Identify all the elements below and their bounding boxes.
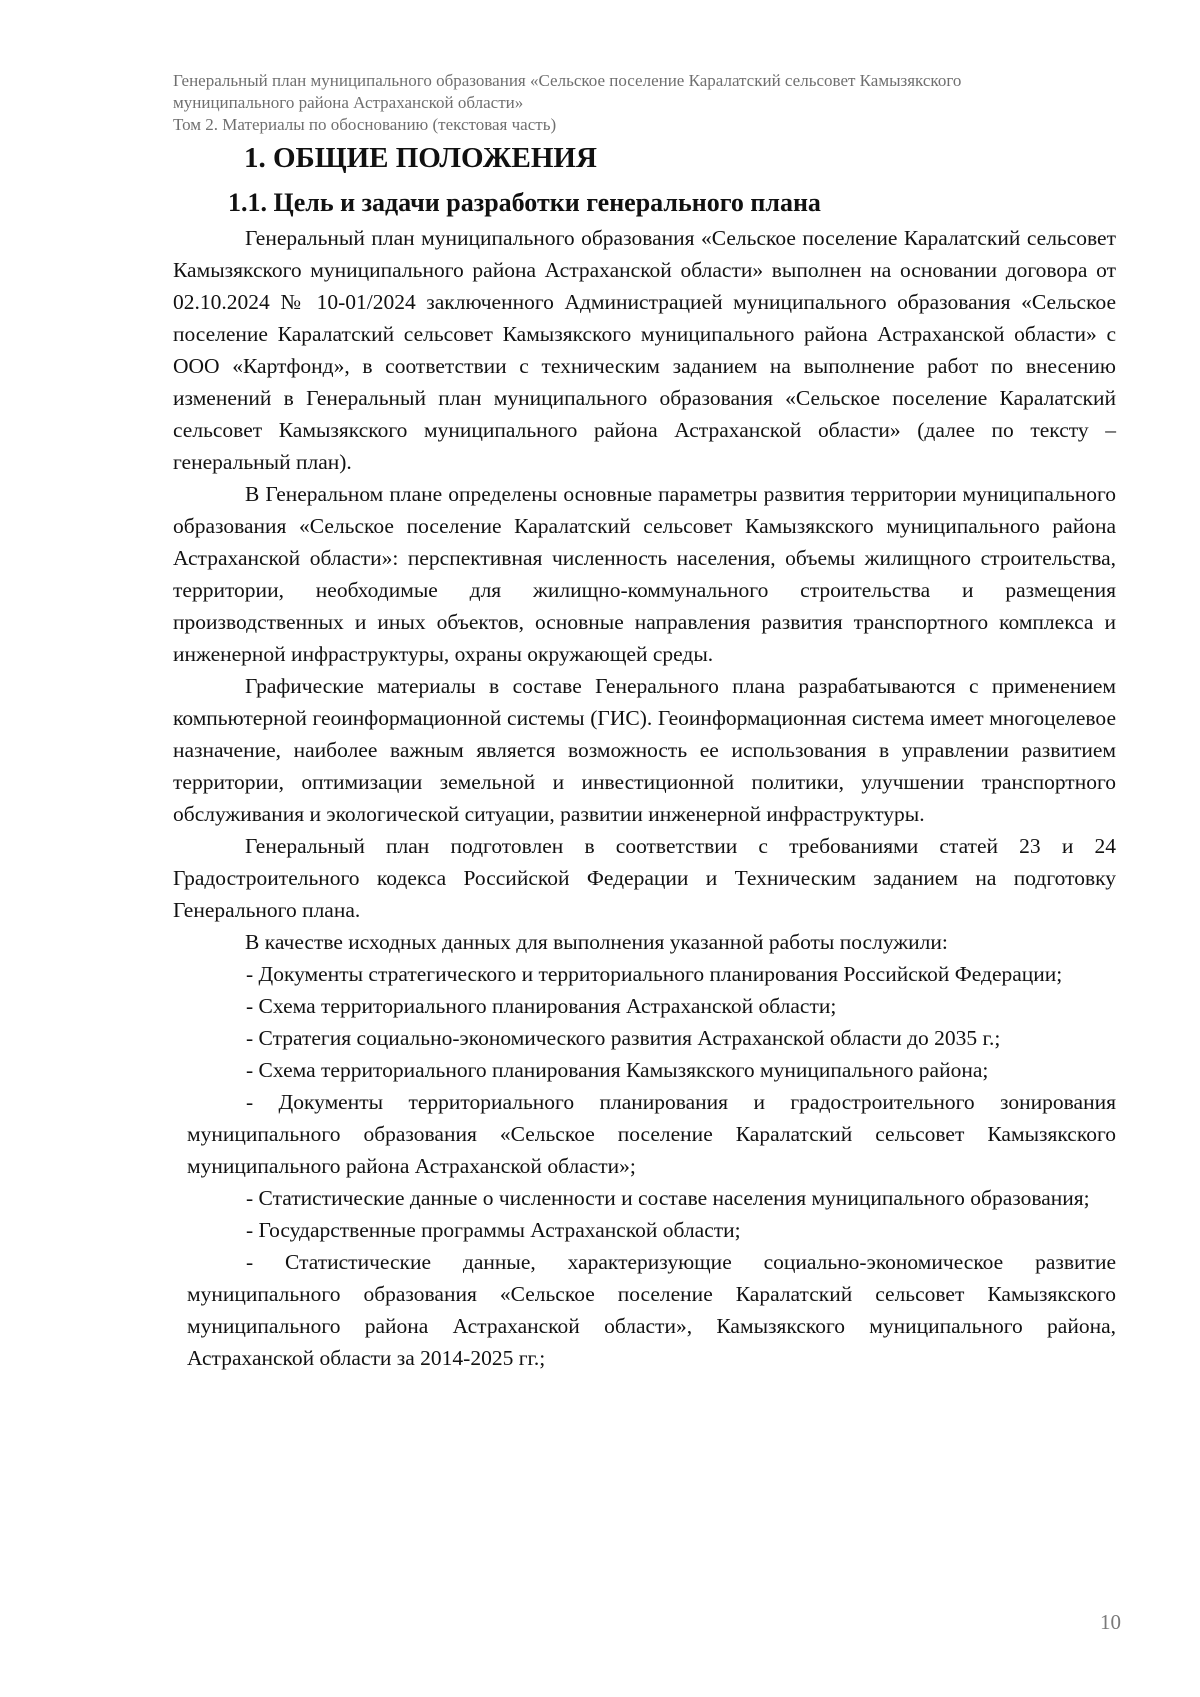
page-number: 10 — [1100, 1610, 1121, 1634]
list-item: - Документы территориального планирования и градостроительного зонирования муниципального образования «Сельское поселение Каралатский сельсовет Камызякского муниципального района Астраханской области»; — [187, 1090, 1116, 1178]
subsection-title: 1.1. Цель и задачи разработки генерального плана — [228, 188, 821, 217]
body-paragraph: В Генеральном плане определены основные параметры развития территории муниципального образования «Сельское поселение Каралатский сельсовет Камызякского муниципального района Астраханской области»: перспективная численность населения, объемы жилищного строительства, территории, необходимые для жилищно-коммунального строительства и размещения производственных и иных объектов, основные направления развития транспортного комплекса и инженерной инфраструктуры, охраны окружающей среды. — [173, 482, 1116, 666]
section-title: 1. ОБЩИЕ ПОЛОЖЕНИЯ — [244, 142, 597, 174]
document-body — [173, 222, 1116, 1374]
list-item: - Статистические данные, характеризующие социально-экономическое развитие муниципального образования «Сельское поселение Каралатский сельсовет Камызякского муниципального района Астраханской области», Камызякского муниципального района, Астраханской области за 2014-2025 гг.; — [187, 1250, 1116, 1370]
list-item: - Статистические данные о численности и составе населения муниципального образования; — [246, 1186, 1090, 1210]
body-paragraph: Генеральный план муниципального образования «Сельское поселение Каралатский сельсовет Камызякского муниципального района Астраханской области» выполнен на основании договора от 02.10.2024 № 10-01/2024 заключенного Администрацией муниципального образования «Сельское поселение Каралатский сельсовет Камызякского муниципального района Астраханской области» с ООО «Картфонд», в соответствии с техническим заданием на выполнение работ по внесению изменений в Генеральный план муниципального образования «Сельское поселение Каралатский сельсовет Камызякского муниципального района Астраханской области» (далее по тексту – генеральный план). — [173, 226, 1116, 474]
list-item: - Государственные программы Астраханской области; — [246, 1218, 741, 1242]
body-paragraph: В качестве исходных данных для выполнения указанной работы послужили: — [245, 930, 948, 954]
header-line: Генеральный план муниципального образования «Сельское поселение Каралатский сельсовет Камызякского — [173, 71, 962, 90]
header-line: муниципального района Астраханской области» — [173, 93, 524, 112]
header-line: Том 2. Материалы по обоснованию (текстовая часть) — [173, 115, 557, 134]
list-item: - Схема территориального планирования Астраханской области; — [246, 994, 837, 1018]
running-header — [173, 70, 1123, 136]
body-paragraph: Генеральный план подготовлен в соответствии с требованиями статей 23 и 24 Градостроительного кодекса Российской Федерации и Техническим заданием на подготовку Генерального плана. — [173, 834, 1116, 922]
list-item: - Стратегия социально-экономического развития Астраханской области до 2035 г.; — [246, 1026, 1001, 1050]
body-paragraph: Графические материалы в составе Генерального плана разрабатываются с применением компьютерной геоинформационной системы (ГИС). Геоинформационная система имеет многоцелевое назначение, наиболее важным является возможность ее использования в управлении развитием территории, оптимизации земельной и инвестиционной политики, улучшении транспортного обслуживания и экологической ситуации, развитии инженерной инфраструктуры. — [173, 674, 1116, 826]
list-item: - Схема территориального планирования Камызякского муниципального района; — [246, 1058, 989, 1082]
list-item: - Документы стратегического и территориального планирования Российской Федерации; — [246, 962, 1063, 986]
